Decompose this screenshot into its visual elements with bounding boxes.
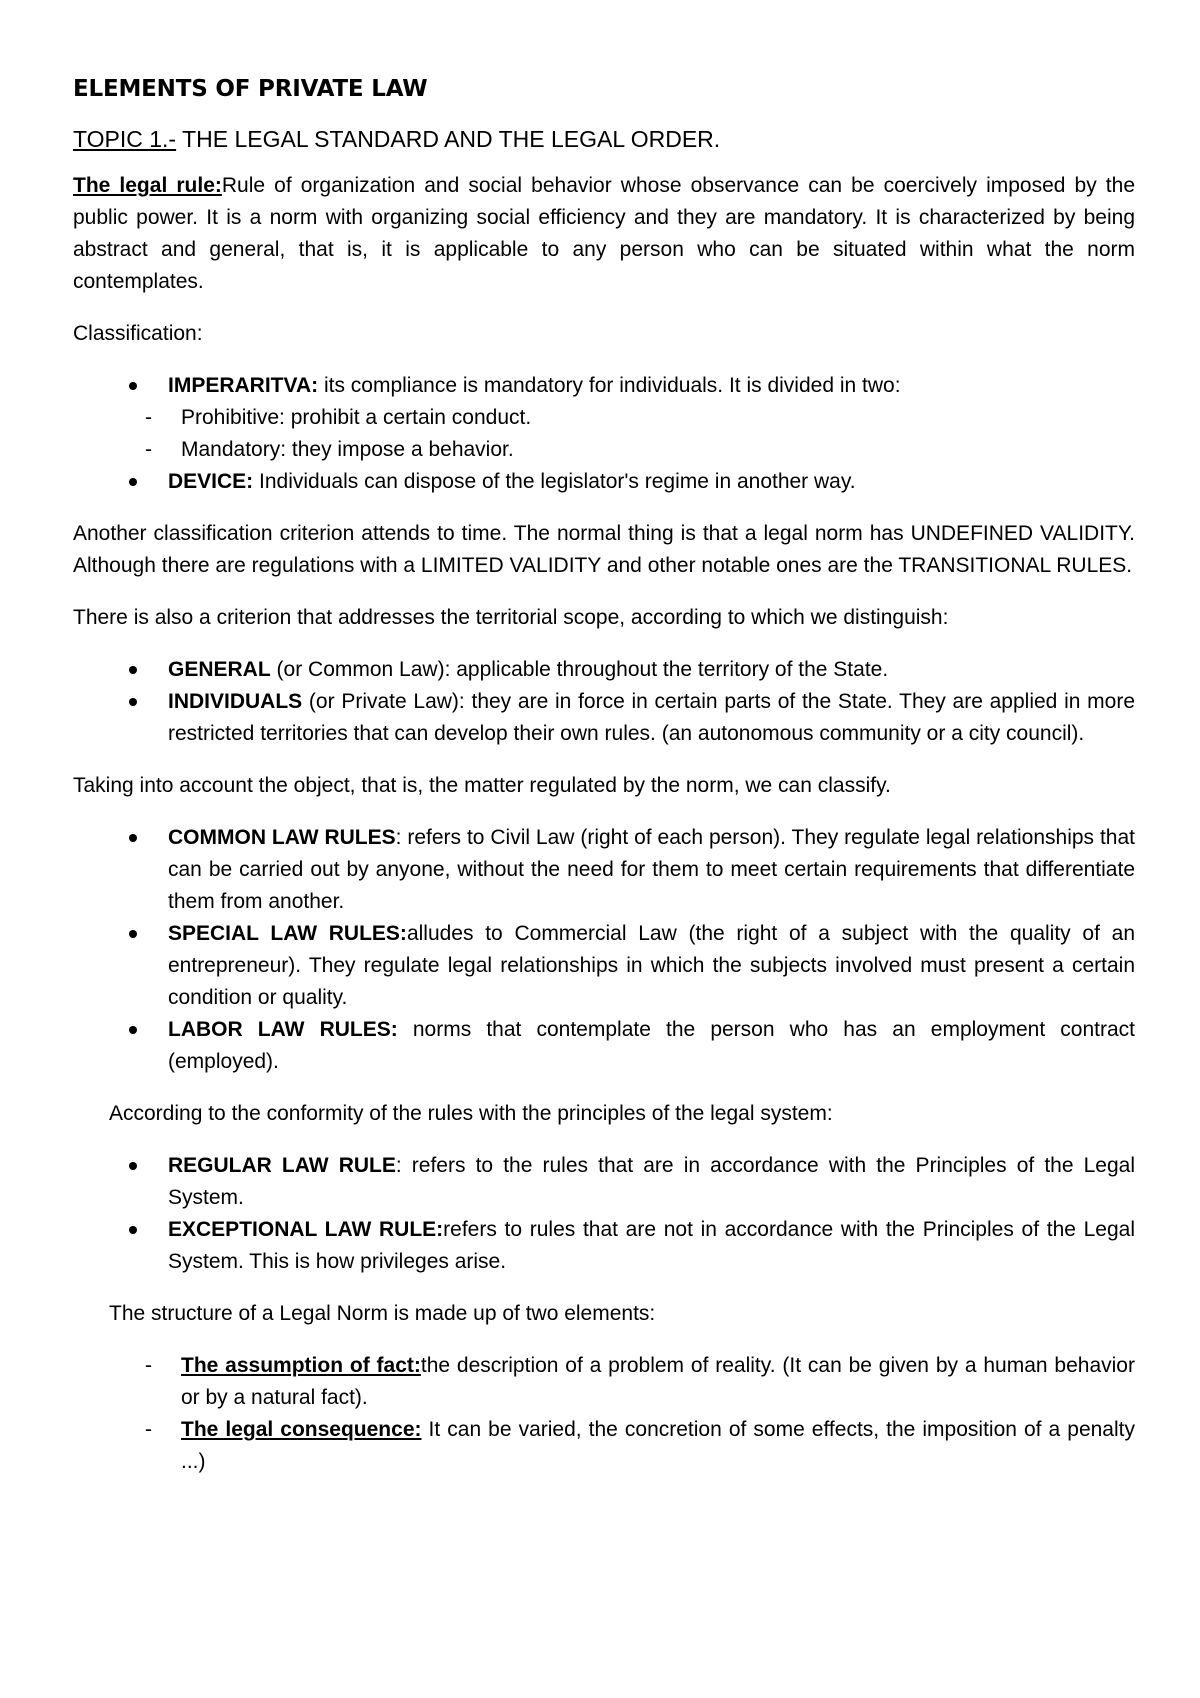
territorial-list [73, 654, 1135, 750]
list-item [73, 822, 1135, 918]
document-page [73, 74, 1135, 1498]
legal-rule-term: The legal rule: [73, 174, 222, 197]
list-item [73, 402, 1135, 434]
prohibitive-text: Prohibitive: prohibit a certain conduct. [181, 406, 532, 429]
list-item [73, 434, 1135, 466]
object-list [73, 822, 1135, 1078]
classification-label: Classification: [73, 322, 203, 345]
list-item [73, 370, 1135, 402]
list-item [73, 1150, 1135, 1214]
classification-list [73, 370, 1135, 498]
document-title: ELEMENTS OF PRIVATE LAW [73, 76, 428, 102]
list-item [73, 1414, 1135, 1478]
list-item-text: the description of a problem of reality. (It can be given by a human behavior or by a natural fact). [181, 1354, 1135, 1409]
list-item-text: alludes to Commercial Law (the right of a subject with the quality of an entrepreneur). They regulate legal relationships in which the subjects involved must present a certain condition or quality. [168, 922, 1136, 1009]
list-item-text: norms that contemplate the person who has an employment contract (employed). [168, 1018, 1135, 1073]
mandatory-text: Mandatory: they impose a behavior. [181, 438, 514, 461]
conformity-intro: According to the conformity of the rules with the principles of the legal system: [109, 1102, 833, 1125]
territorial-intro: There is also a criterion that addresses the territorial scope, according to which we distinguish: [73, 606, 949, 629]
imperative-text: its compliance is mandatory for individuals. It is divided in two: [318, 374, 901, 397]
list-item [73, 1014, 1135, 1078]
list-item-term: REGULAR LAW RULE [168, 1154, 396, 1177]
topic-text: THE LEGAL STANDARD AND THE LEGAL ORDER. [176, 126, 721, 152]
list-item [73, 654, 1135, 686]
list-item-text: : refers to Civil Law (right of each person). They regulate legal relationships that can be carried out by anyone, without the need for them to meet certain requirements that differentiate them from another. [168, 826, 1135, 913]
list-item-term: The legal consequence: [181, 1418, 422, 1441]
list-item-term: LABOR LAW RULES: [168, 1018, 398, 1041]
list-item-term: COMMON LAW RULES [168, 826, 396, 849]
topic-label: TOPIC 1.- [73, 126, 177, 152]
list-item-term: GENERAL [168, 658, 271, 681]
imperative-term: IMPERARITVA: [168, 374, 319, 397]
topic-heading [73, 124, 1135, 154]
structure-list [73, 1350, 1135, 1478]
time-paragraph: Another classification criterion attends to time. The normal thing is that a legal norm has UNDEFINED VALIDITY. Although there are regulations with a LIMITED VALIDITY and other notable ones are the TRANSITIONAL RULES. [73, 522, 1135, 577]
list-item [73, 686, 1135, 750]
list-item-term: EXCEPTIONAL LAW RULE: [168, 1218, 444, 1241]
legal-rule-paragraph [73, 170, 1135, 298]
device-term: DEVICE: [168, 470, 254, 493]
list-item-term: SPECIAL LAW RULES: [168, 922, 407, 945]
device-text: Individuals can dispose of the legislator's regime in another way. [253, 470, 856, 493]
list-item [73, 466, 1135, 498]
list-item-text: (or Private Law): they are in force in certain parts of the State. They are applied in more restricted territories that can develop their own rules. (an autonomous community or a city council). [168, 690, 1135, 745]
list-item-text: It can be varied, the concretion of some effects, the imposition of a penalty ...) [181, 1418, 1135, 1473]
list-item-text: : refers to the rules that are in accordance with the Principles of the Legal System. [168, 1154, 1135, 1209]
list-item-text: (or Common Law): applicable throughout the territory of the State. [270, 658, 889, 681]
structure-intro: The structure of a Legal Norm is made up of two elements: [109, 1302, 656, 1325]
list-item [73, 1350, 1135, 1414]
list-item-text: refers to rules that are not in accordance with the Principles of the Legal System. This is how privileges arise. [168, 1218, 1135, 1273]
legal-rule-text: Rule of organization and social behavior whose observance can be coercively imposed by the public power. It is a norm with organizing social efficiency and they are mandatory. It is characterized by being abstract and general, that is, it is applicable to any person who can be situated within what the norm contemplates. [73, 174, 1135, 293]
object-intro: Taking into account the object, that is, the matter regulated by the norm, we can classify. [73, 774, 891, 797]
list-item-term: INDIVIDUALS [168, 690, 303, 713]
list-item-term: The assumption of fact: [181, 1354, 421, 1377]
conformity-list [73, 1150, 1135, 1278]
list-item [73, 1214, 1135, 1278]
list-item [73, 918, 1135, 1014]
